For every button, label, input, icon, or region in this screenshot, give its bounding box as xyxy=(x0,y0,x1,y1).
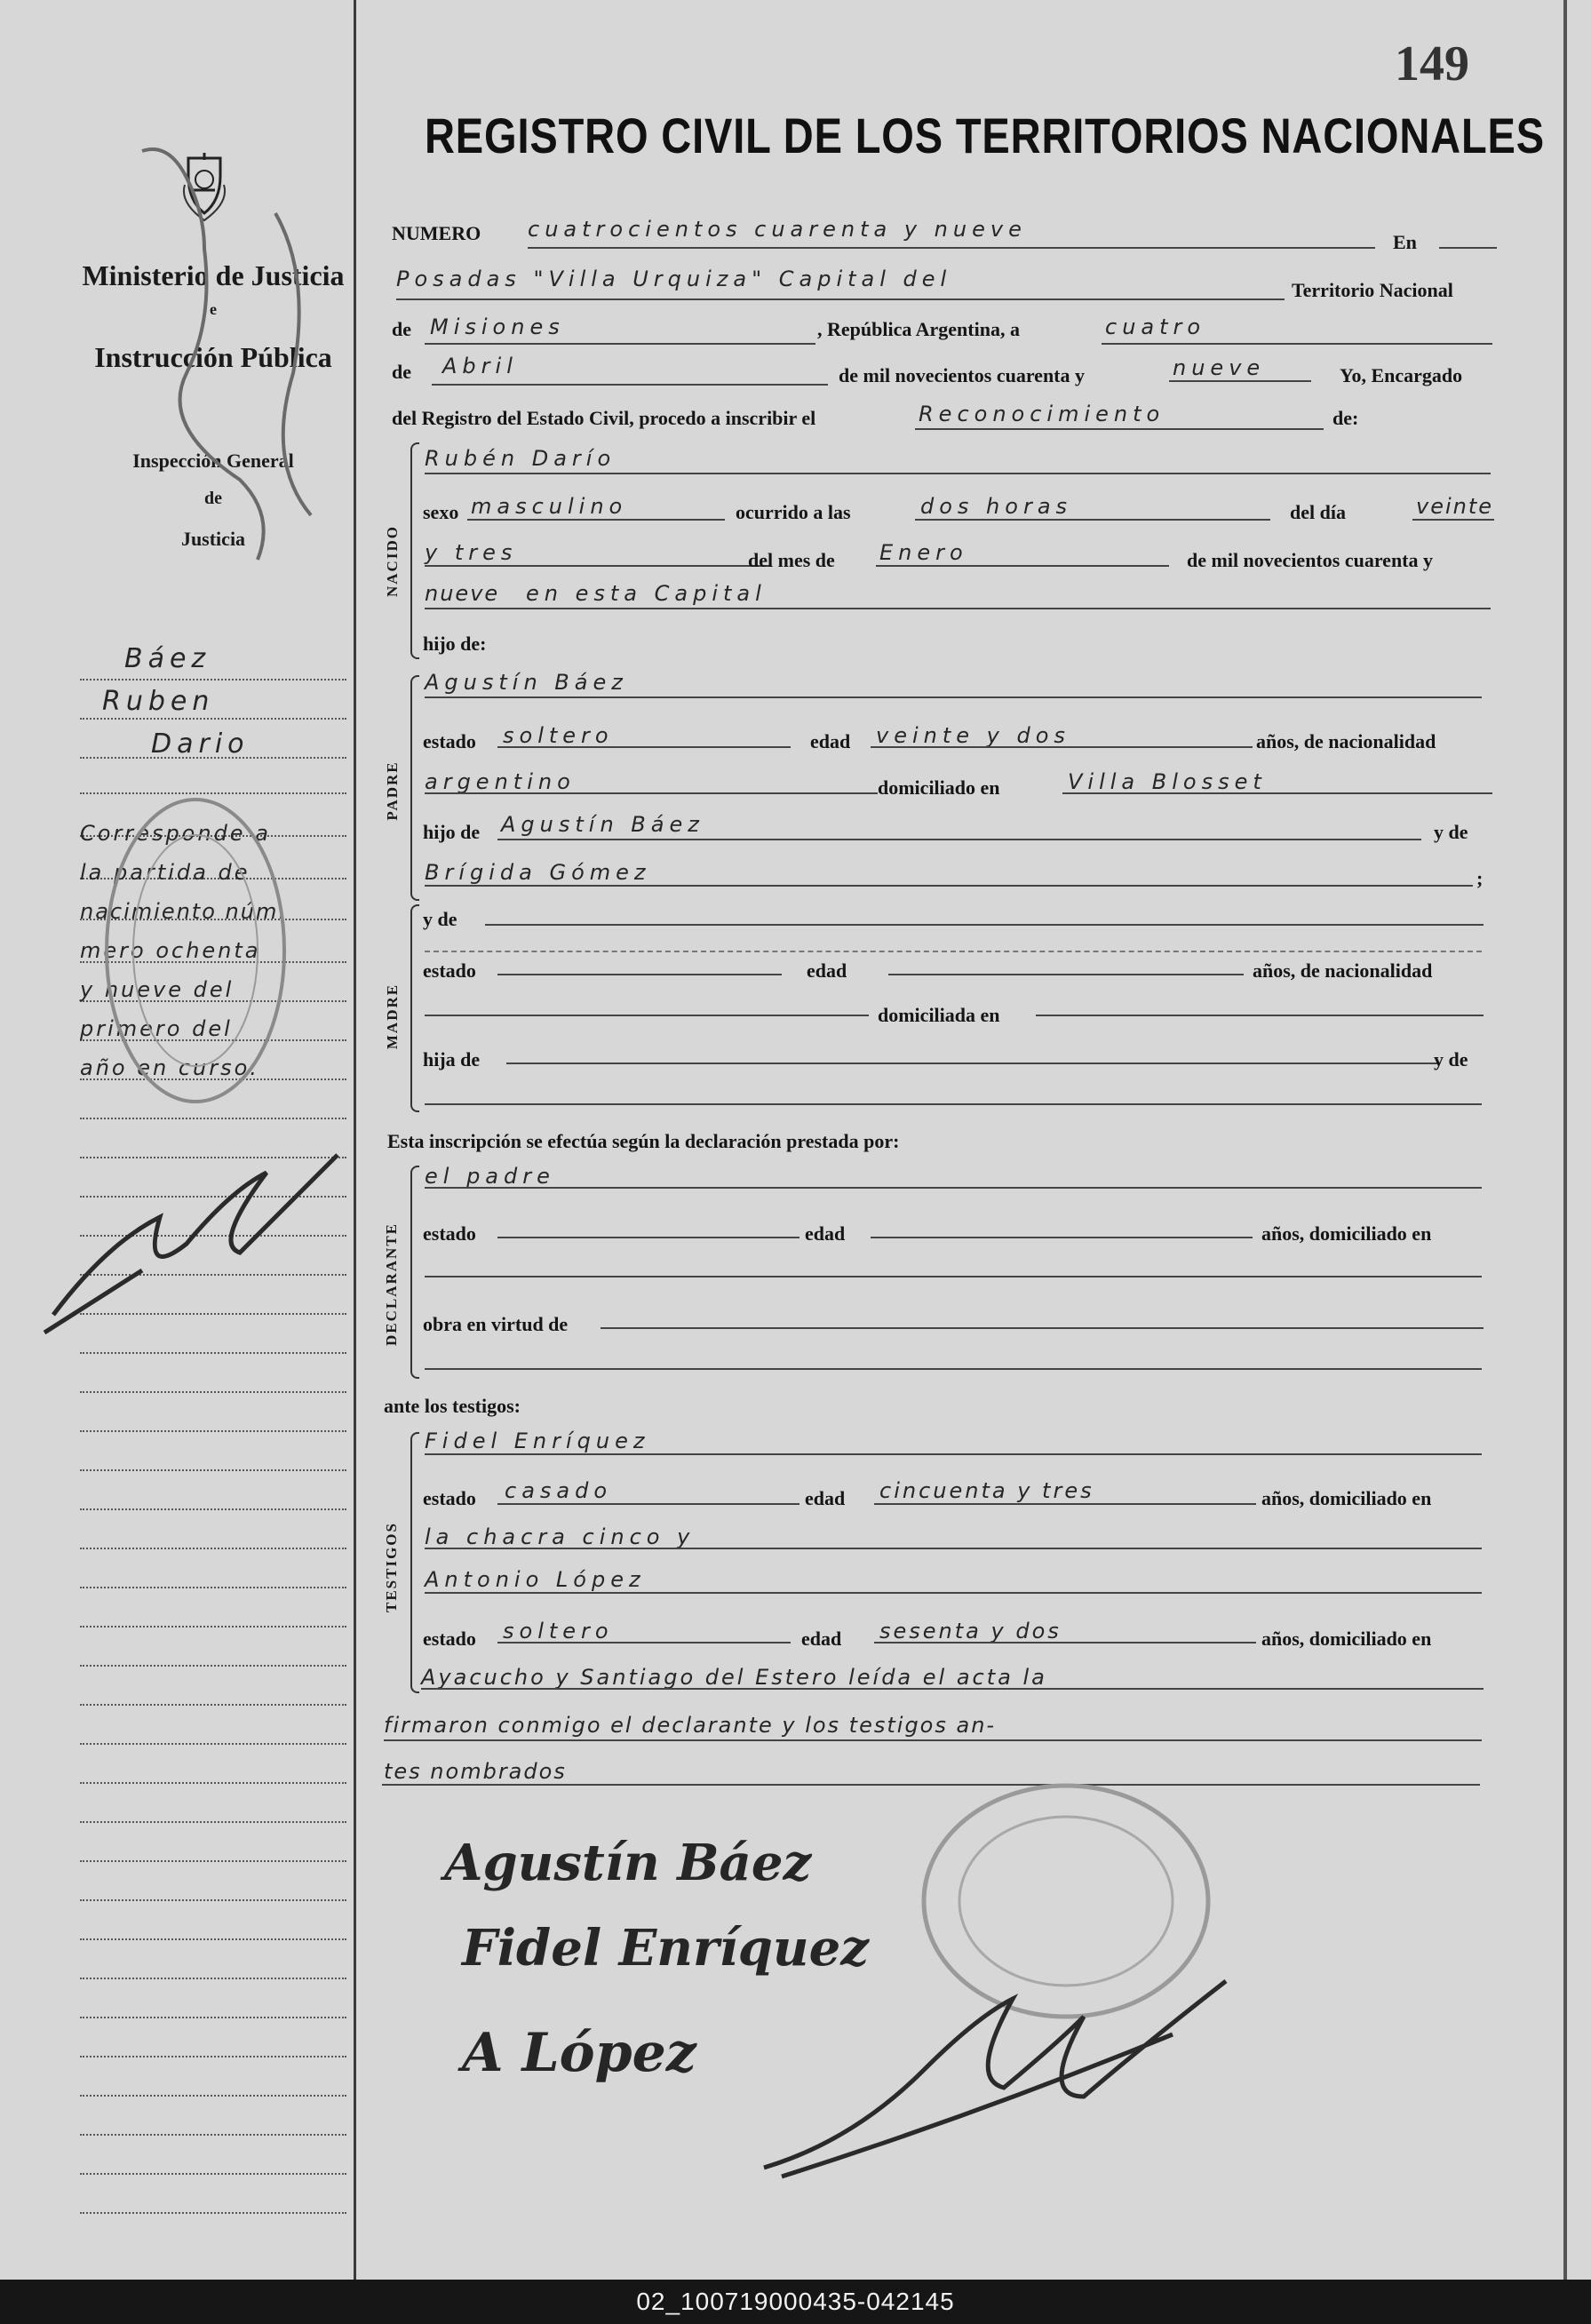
value-acto: Reconocimiento xyxy=(919,402,1165,426)
label-edad-t1: edad xyxy=(805,1487,846,1509)
label-territorio: Territorio Nacional xyxy=(1292,279,1453,301)
value-dia-nac: veinte xyxy=(1416,494,1494,519)
value-testigo-1: Fidel Enríquez xyxy=(425,1429,650,1453)
value-dia: cuatro xyxy=(1105,314,1206,339)
label-declaracion: Esta inscripción se efectúa según la declaración prestada por: xyxy=(387,1130,900,1152)
margin-note-6: primero del xyxy=(80,1016,233,1041)
signature-padre: Agustín Báez xyxy=(444,1834,812,1892)
label-edad-declarante: edad xyxy=(805,1222,846,1245)
value-t2-estado: soltero xyxy=(503,1619,614,1644)
scan-footer: 02_100719000435-042145 xyxy=(0,2280,1591,2324)
value-abuela: Brígida Gómez xyxy=(425,860,651,885)
label-ocurrido: ocurrido a las xyxy=(736,501,851,523)
value-territorio: Misiones xyxy=(430,314,565,339)
label-hijo-de-padre: hijo de xyxy=(423,821,481,843)
margin-name-3: Dario xyxy=(151,728,250,760)
section-padre: PADRE xyxy=(384,760,401,821)
signature-testigo-1: Fidel Enríquez xyxy=(462,1919,870,1978)
label-anos-nac-madre: años, de nacionalidad xyxy=(1253,959,1433,982)
section-madre: MADRE xyxy=(384,983,401,1050)
label-de: de xyxy=(392,318,411,340)
label-de-2: de xyxy=(392,361,411,383)
label-del-registro: del Registro del Estado Civil, procedo a inscribir el xyxy=(392,407,816,429)
value-t2-edad: sesenta y dos xyxy=(879,1619,1062,1644)
section-nacido: NACIDO xyxy=(384,525,401,597)
value-hora: dos horas xyxy=(920,494,1073,519)
value-anio: nueve xyxy=(1173,355,1266,380)
value-lugar: en esta Capital xyxy=(526,581,767,606)
margin-note-1: Corresponde a xyxy=(80,821,271,846)
margin-name-1: Báez xyxy=(124,643,211,674)
label-domiciliado-padre: domiciliado en xyxy=(878,776,1000,799)
ministry-line3: Instrucción Pública xyxy=(94,341,332,373)
label-edad-padre: edad xyxy=(810,730,851,752)
section-testigos: TESTIGOS xyxy=(383,1522,400,1612)
value-numero: cuatrocientos cuarenta y nueve xyxy=(528,217,1027,242)
label-de-colon: de: xyxy=(1332,407,1359,429)
margin-note-4: mero ochenta xyxy=(80,938,261,963)
value-abuelo: Agustín Báez xyxy=(501,812,704,837)
label-estado-declarante: estado xyxy=(423,1222,476,1245)
right-edge xyxy=(1563,0,1567,2280)
label-y-de-madre: y de xyxy=(423,908,457,930)
ministry-line1: Ministerio de Justicia xyxy=(82,259,345,291)
value-padre-nombre: Agustín Báez xyxy=(425,670,628,695)
label-anos-dom-declarante: años, domiciliado en xyxy=(1261,1222,1432,1245)
label-de-mil: de mil novecientos cuarenta y xyxy=(839,364,1086,386)
label-yo-encargado: Yo, Encargado xyxy=(1340,364,1463,386)
label-sexo: sexo xyxy=(423,501,459,523)
page-number: 149 xyxy=(1395,36,1469,92)
ministry-line2: e xyxy=(210,300,217,318)
margin-name-2: Ruben xyxy=(102,686,215,717)
value-padre-estado: soltero xyxy=(503,723,614,748)
value-testigo-2: Antonio López xyxy=(425,1567,646,1592)
margin-note-2: la partida de xyxy=(80,860,251,885)
value-t1-edad: cincuenta y tres xyxy=(879,1478,1094,1503)
label-anos-dom-t2: años, domiciliado en xyxy=(1261,1628,1432,1650)
value-sexo: masculino xyxy=(471,494,628,519)
label-hijo-de: hijo de: xyxy=(423,633,487,655)
label-semicolon: ; xyxy=(1476,867,1484,889)
label-anos-nac-padre: años, de nacionalidad xyxy=(1256,730,1436,752)
value-cierre-1: firmaron conmigo el declarante y los testigos an- xyxy=(384,1713,997,1738)
value-padre-edad: veinte y dos xyxy=(876,723,1070,748)
label-republica: , República Argentina, a xyxy=(817,318,1020,340)
label-anos-dom-t1: años, domiciliado en xyxy=(1261,1487,1432,1509)
margin-note-7: año en curso. xyxy=(80,1055,259,1080)
page-title: REGISTRO CIVIL DE LOS TERRITORIOS NACIONALES xyxy=(425,107,1545,163)
value-cierre-2: tes nombrados xyxy=(384,1759,567,1784)
label-edad-t2: edad xyxy=(801,1628,842,1650)
value-t2-dom: Ayacucho y Santiago del Estero leída el acta la xyxy=(421,1665,1047,1690)
label-obra-virtud: obra en virtud de xyxy=(423,1313,569,1335)
value-padre-nac: argentino xyxy=(425,769,576,794)
margin-note-3: nacimiento núm. xyxy=(80,899,287,924)
inspeccion-justicia: Justicia xyxy=(180,528,246,550)
value-t1-estado: casado xyxy=(505,1478,613,1503)
label-y-de-padre: y de xyxy=(1434,821,1468,843)
label-ante-testigos: ante los testigos: xyxy=(384,1395,521,1417)
margin-stamp xyxy=(98,791,293,1110)
margin-signature xyxy=(133,142,355,640)
value-declarante: el padre xyxy=(425,1164,555,1189)
label-en: En xyxy=(1393,231,1417,253)
label-estado-padre: estado xyxy=(423,730,476,752)
margin-signature-2 xyxy=(36,1137,355,1350)
value-t1-dom: la chacra cinco y xyxy=(425,1524,696,1549)
value-nombre: Rubén Darío xyxy=(425,446,617,471)
label-del-mes: del mes de xyxy=(748,549,835,571)
registrar-signature xyxy=(746,1963,1244,2194)
label-del-dia: del día xyxy=(1290,501,1346,523)
label-hija-de: hija de xyxy=(423,1048,481,1070)
label-y-de-madre-2: y de xyxy=(1434,1048,1468,1070)
label-estado-madre: estado xyxy=(423,959,476,982)
value-padre-dom: Villa Blosset xyxy=(1068,769,1267,794)
label-edad-madre: edad xyxy=(807,959,847,982)
label-numero: NUMERO xyxy=(392,222,481,244)
inspeccion-de: de xyxy=(204,489,222,508)
label-domiciliada-madre: domiciliada en xyxy=(878,1004,1000,1026)
value-en: Posadas "Villa Urquiza" Capital del xyxy=(396,267,952,291)
value-mes-nac: Enero xyxy=(879,540,968,565)
label-de-mil-2: de mil novecientos cuarenta y xyxy=(1187,549,1434,571)
inspeccion-label: Inspección General xyxy=(132,450,294,472)
value-dia-nac-2: y tres xyxy=(425,540,518,565)
value-mes: Abril xyxy=(442,354,518,378)
margin-note-5: y nueve del xyxy=(80,977,235,1002)
signature-testigo-2: A López xyxy=(462,2022,696,2084)
value-anio-nac: nueve xyxy=(425,581,500,606)
label-estado-t1: estado xyxy=(423,1487,476,1509)
section-declarante: DECLARANTE xyxy=(383,1222,400,1346)
label-estado-t2: estado xyxy=(423,1628,476,1650)
